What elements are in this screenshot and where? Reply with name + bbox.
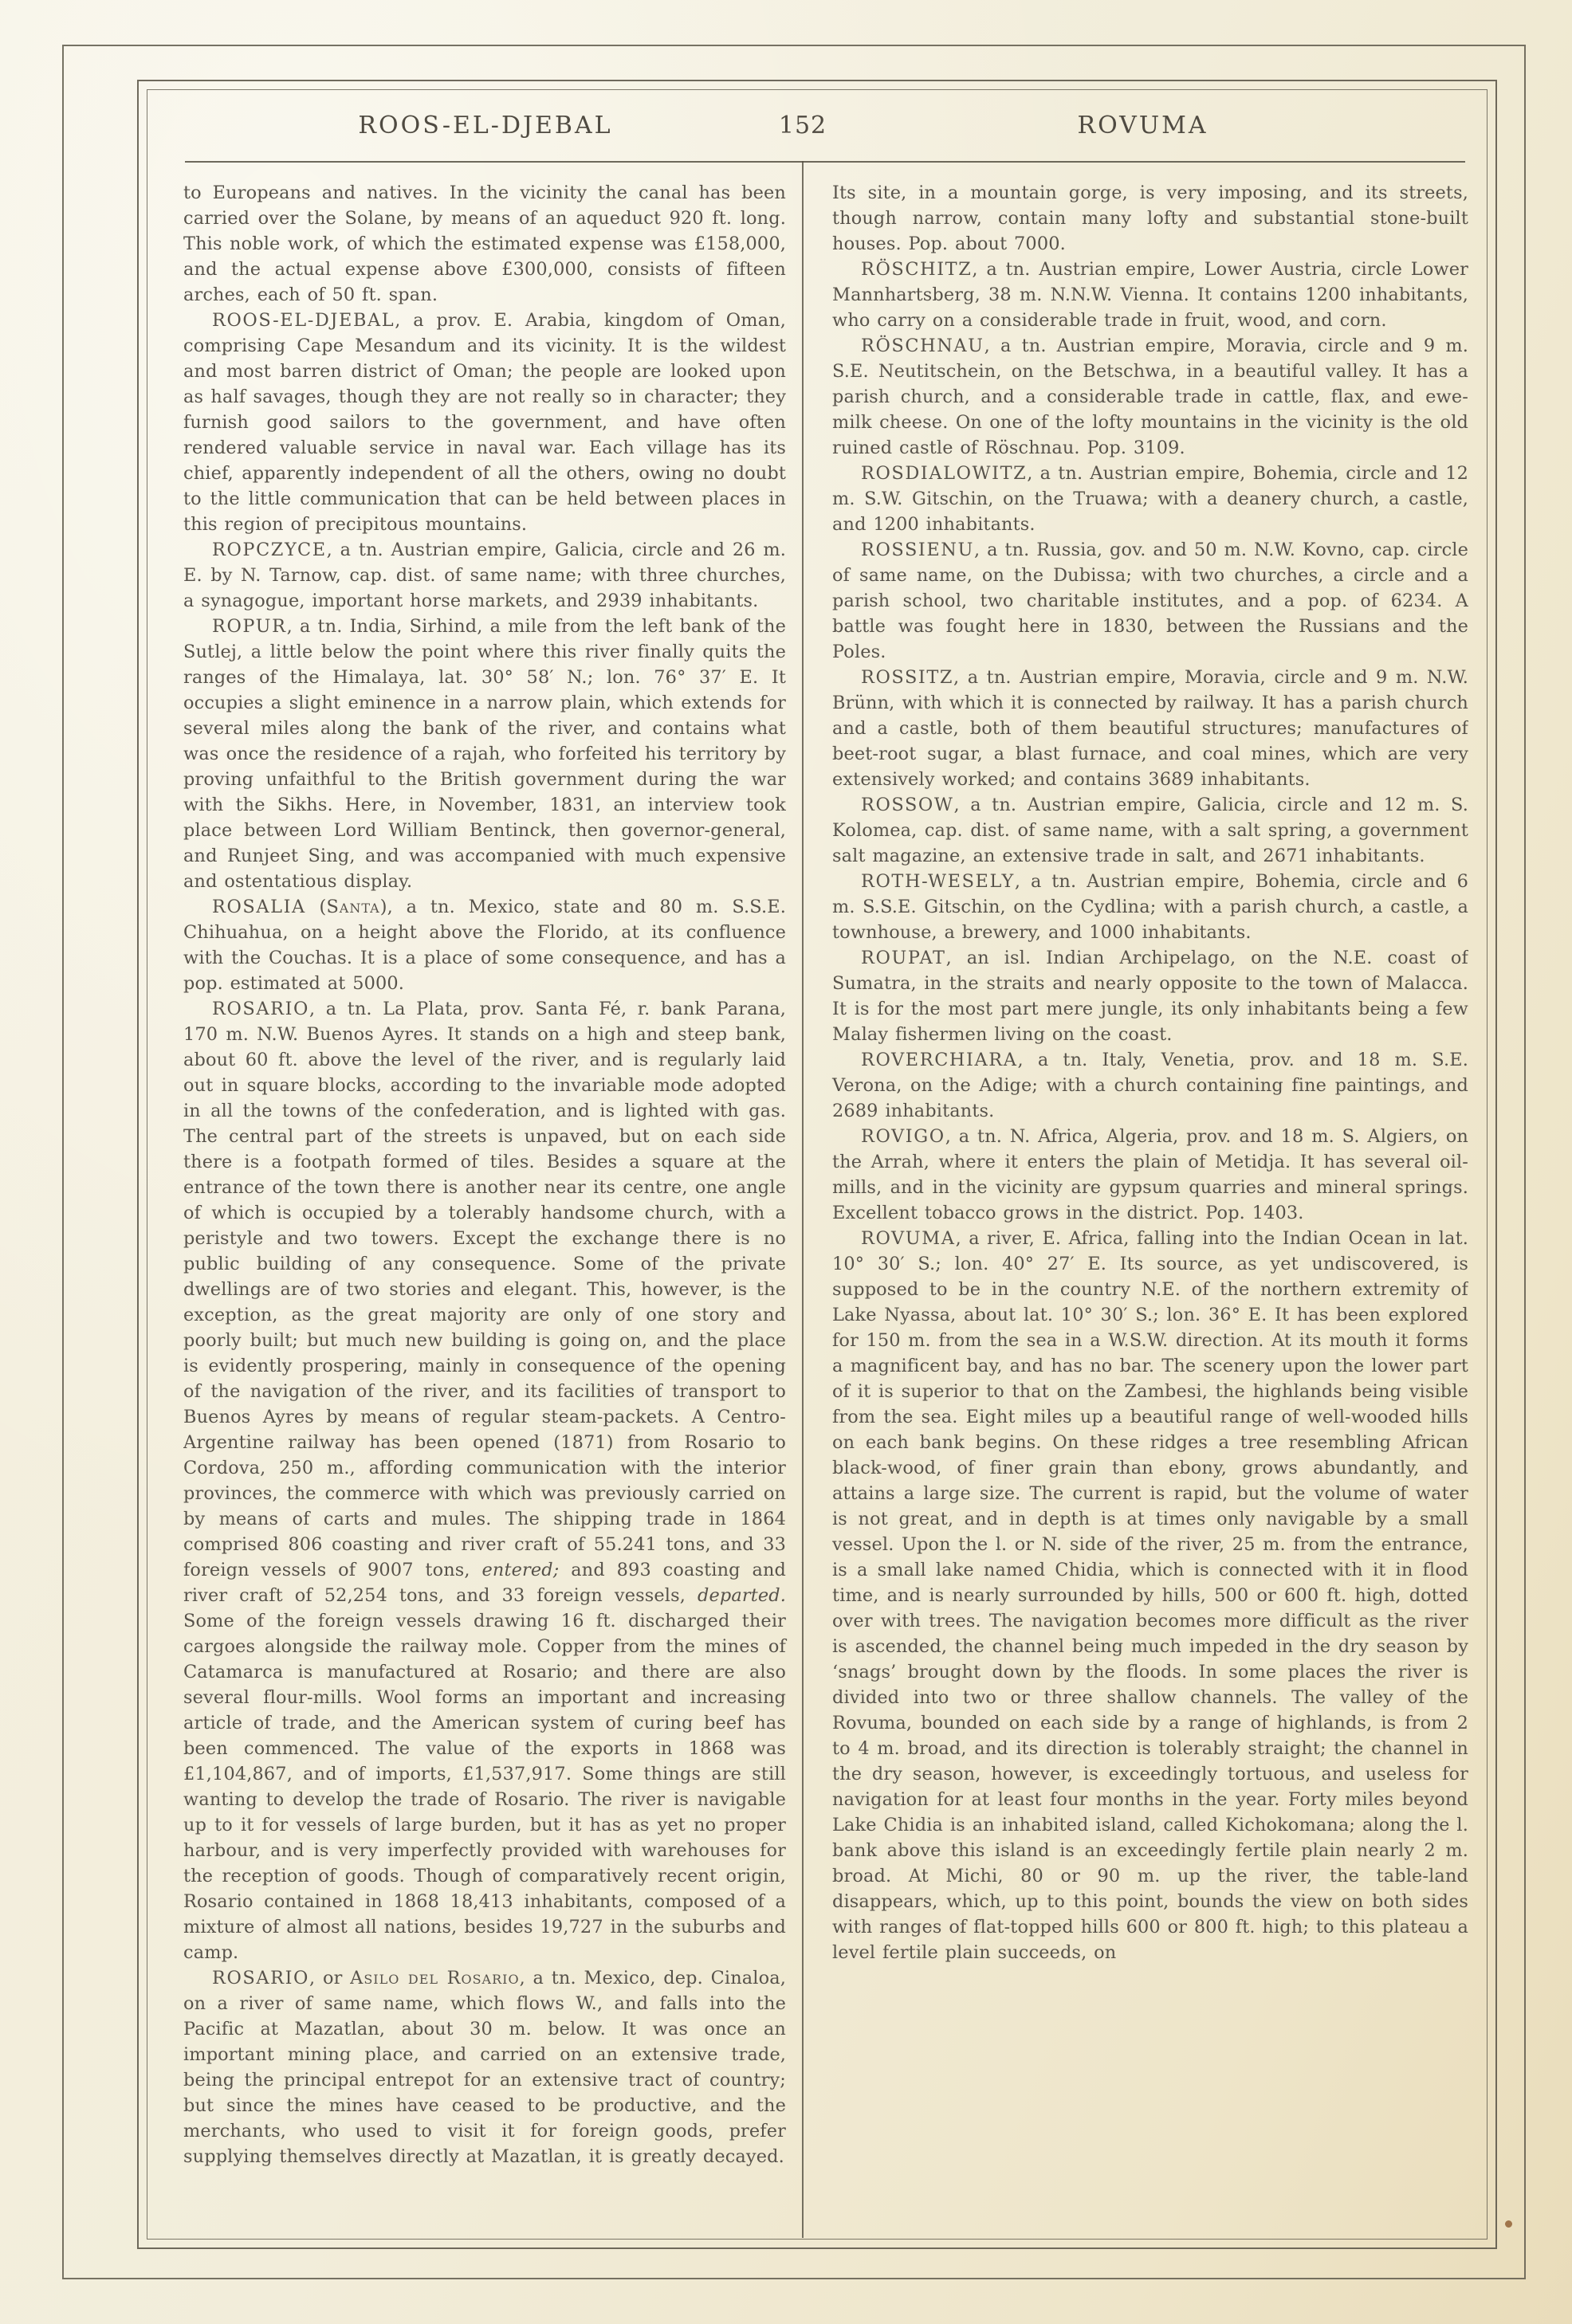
entry-roth-wesely: ROTH-WESELY, a tn. Austrian empire, Bohemia, circle and 6 m. S.S.E. Gitschin, on the Cydlina; with a parish church, a castle, a townhouse, a brewery, and 1000 inhabitants. [832, 871, 1468, 943]
paper-speck [1505, 2220, 1512, 2228]
text-columns [183, 180, 1468, 2169]
entry-roverchiara: ROVERCHIARA, a tn. Italy, Venetia, prov. and 18 m. S.E. Verona, on the Adige; with a church containing fine paintings, and 2689 inhabitants. [832, 1050, 1468, 1121]
entry-rovuma: ROVUMA, a river, E. Africa, falling into the Indian Ocean in lat. 10° 30′ S.; lon. 40° 27′ E. Its source, as yet undiscovered, is supposed to be in the country N.E. of the northern extremity of Lake Nyassa, about lat. 10° 30′ S.; lon. 36° E. It has been explored for 150 m. from the sea in a W.S.W. direction. At its mouth it forms a magnificent bay, and has no bar. The scenery upon the lower part of it is superior to that on the Zambesi, the highlands being visible from the sea. Eight miles up a beautiful range of well-wooded hills on each bank begins. On these ridges a tree resembling African black-wood, of finer grain than ebony, grows abundantly, and attains a large size. The current is rapid, but the volume of water is not great, and in depth is at times only navigable by a small vessel. Upon the l. or N. side of the river, 25 m. from the entrance, is a small lake named Chidia, which is connected with it in flood time, and is nearly surrounded by hills, 500 or 600 ft. high, dotted over with trees. The navigation becomes more difficult as the river is ascended, the channel being much impeded in the dry season by ‘snags’ brought down by the floods. In some places the river is divided into two or three shallow channels. The valley of the Rovuma, bounded on each side by a range of highlands, is from 2 to 4 m. broad, and its direction is tolerably straight; the channel in the dry season, however, is exceedingly tortuous, and useless for navigation for at least four months in the year. Forty miles beyond Lake Chidia is an inhabited island, called Kichokomana; along the l. bank above this island is an exceedingly fertile plain nearly 2 m. broad. At Michi, 80 or 90 m. up the river, the table-land disappears, which, up to this point, bounds the view on both sides with ranges of flat-topped hills 600 or 800 ft. high; to this plateau a level fertile plain succeeds, on [832, 1228, 1468, 1963]
entry-rosdialowitz: ROSDIALOWITZ, a tn. Austrian empire, Bohemia, circle and 12 m. S.W. Gitschin, on the Truawa; with a deanery church, a castle, and 1200 inhabitants. [832, 463, 1468, 535]
entry-roschitz: RÖSCHITZ, a tn. Austrian empire, Lower Austria, circle Lower Mannhartsberg, 38 m. N.N.W. Vienna. It contains 1200 inhabitants, who carry on a considerable trade in fruit, wood, and corn. [832, 259, 1468, 331]
running-head-left-title: ROOS-EL-DJEBAL [358, 112, 613, 139]
right-column [832, 180, 1468, 2169]
entry-roupat: ROUPAT, an isl. Indian Archipelago, on the N.E. coast of Sumatra, in the straits and nearly opposite to the town of Malacca. It is for the most part mere jungle, its only inhabitants being a few Malay fishermen living on the coast. [832, 948, 1468, 1045]
entry-rossitz: ROSSITZ, a tn. Austrian empire, Moravia, circle and 9 m. N.W. Brünn, with which it is connected by railway. It has a parish church and a castle, both of them beautiful structures; manufactures of beet-root sugar, a blast furnace, and coal mines, which are very extensively worked; and contains 3689 inhabitants. [832, 667, 1468, 790]
entry-ropur: ROPUR, a tn. India, Sirhind, a mile from the left bank of the Sutlej, a little below the point where this river finally quits the ranges of the Himalaya, lat. 30° 58′ N.; lon. 76° 37′ E. It occupies a slight eminence in a narrow plain, which extends for several miles along the bank of the river, and contains what was once the residence of a rajah, who forfeited his territory by proving unfaithful to the British government during the war with the Sikhs. Here, in November, 1831, an interview took place between Lord William Bentinck, then governor-general, and Runjeet Sing, and was accompanied with much expensive and ostentatious display. [183, 616, 786, 892]
entry-ropczyce: ROPCZYCE, a tn. Austrian empire, Galicia, circle and 26 m. E. by N. Tarnow, cap. dist. of same name; with three churches, a synagogue, important horse markets, and 2939 inhabitants. [183, 540, 786, 611]
entry-roos-el-djebal: ROOS-EL-DJEBAL, a prov. E. Arabia, kingdom of Oman, comprising Cape Mesandum and its vicinity. It is the wildest and most barren district of Oman; the people are looked upon as half savages, though they are not really so in character; they furnish good sailors to the government, and have often rendered valuable service in naval war. Each village has its chief, apparently independent of all the others, owing no doubt to the little communication that can be held between places in this region of precipitous mountains. [183, 310, 786, 535]
entry-continuation-left: to Europeans and natives. In the vicinity the canal has been carried over the Solane, by means of an aqueduct 920 ft. long. This noble work, of which the estimated expense was £158,000, and the actual expense above £300,000, consists of fifteen arches, each of 50 ft. span. [183, 183, 786, 305]
entry-rosalia: ROSALIA (Santa), a tn. Mexico, state and 80 m. S.S.E. Chihuahua, on a height above the Florido, at its confluence with the Couchas. It is a place of some consequence, and has a pop. estimated at 5000. [183, 897, 787, 994]
entry-continuation-right: Its site, in a mountain gorge, is very imposing, and its streets, though narrow, contain many lofty and substantial stone-built houses. Pop. about 7000. [832, 183, 1468, 254]
entry-rovigo: ROVIGO, a tn. N. Africa, Algeria, prov. and 18 m. S. Algiers, on the Arrah, where it enters the plain of Metidja. It has several oil-mills, and in the vicinity are gypsum quarries and mineral springs. Excellent tobacco grows in the district. Pop. 1403. [832, 1126, 1468, 1223]
entry-roschnau: RÖSCHNAU, a tn. Austrian empire, Moravia, circle and 9 m. S.E. Neutitschein, on the Betschwa, in a beautiful valley. It has a parish church, and a considerable trade in cattle, flax, and ewe-milk cheese. On one of the lofty mountains in the vicinity is the old ruined castle of Röschnau. Pop. 3109. [832, 336, 1468, 458]
entry-rosario-mexico: ROSARIO, or Asilo del Rosario, a tn. Mexico, dep. Cinaloa, on a river of same name, which flows W., and falls into the Pacific at Mazatlan, about 30 m. below. It was once an important mining place, and carried on an extensive trade, being the principal entrepot for an extensive tract of country; but since the mines have ceased to be productive, and the merchants, who used to visit it for foreign goods, prefer supplying themselves directly at Mazatlan, it is greatly decayed. [183, 1968, 787, 2167]
entry-rossienu: ROSSIENU, a tn. Russia, gov. and 50 m. N.W. Kovno, cap. circle of same name, on the Dubissa; with two churches, a circle and a parish school, two charitable institutes, and a pop. of 6234. A battle was fought here in 1830, between the Russians and the Poles. [832, 540, 1468, 662]
running-head-right-title: ROVUMA [1077, 112, 1208, 139]
header-rule [185, 161, 1465, 163]
left-column [183, 180, 786, 2169]
entry-rosario-la-plata: ROSARIO, a tn. La Plata, prov. Santa Fé, r. bank Parana, 170 m. N.W. Buenos Ayres. It stands on a high and steep bank, about 60 ft. above the level of the river, and is regularly laid out in square blocks, according to the invariable mode adopted in all the towns of the confederation, and is lighted with gas. The central part of the streets is unpaved, but on each side there is a footpath formed of tiles. Besides a square at the entrance of the town there is another near its centre, one angle of which is occupied by a tolerably handsome church, with a peristyle and two towers. Except the exchange there is no public building of any consequence. Some of the private dwellings are of two stories and elegant. This, however, is the exception, as the great majority are only of one story and poorly built; but much new building is going on, and the place is evidently prospering, mainly in consequence of the opening of the navigation of the river, and its facilities of transport to Buenos Ayres by means of regular steam-packets. A Centro-Argentine railway has been opened (1871) from Rosario to Cordova, 250 m., affording communication with the interior provinces, the commerce with which was previously carried on by means of carts and mules. The shipping trade in 1864 comprised 806 coasting and river craft of 55.241 tons, and 33 foreign vessels of 9007 tons, entered; and 893 coasting and river craft of 52,254 tons, and 33 foreign vessels, departed. Some of the foreign vessels drawing 16 ft. discharged their cargoes alongside the railway mole. Copper from the mines of Catamarca is manufactured at Rosario; and there are also several flour-mills. Wool forms an important and increasing article of trade, and the American system of curing beef has been commenced. The value of the exports in 1868 was £1,104,867, and of imports, £1,537,917. Some things are still wanting to develop the trade of Rosario. The river is navigable up to it for vessels of large burden, but it has as yet no proper harbour, and is very imperfectly provided with warehouses for the reception of goods. Though of comparatively recent origin, Rosario contained in 1868 18,413 inhabitants, composed of a mixture of almost all nations, besides 19,727 in the suburbs and camp. [183, 999, 786, 1963]
running-head [183, 108, 1468, 161]
entry-rossow: ROSSOW, a tn. Austrian empire, Galicia, circle and 12 m. S. Kolomea, cap. dist. of same name, with a salt spring, a government salt magazine, an extensive trade in salt, and 2671 inhabitants. [832, 795, 1468, 866]
page-text-area [183, 108, 1468, 2252]
page-number: 152 [778, 112, 827, 139]
